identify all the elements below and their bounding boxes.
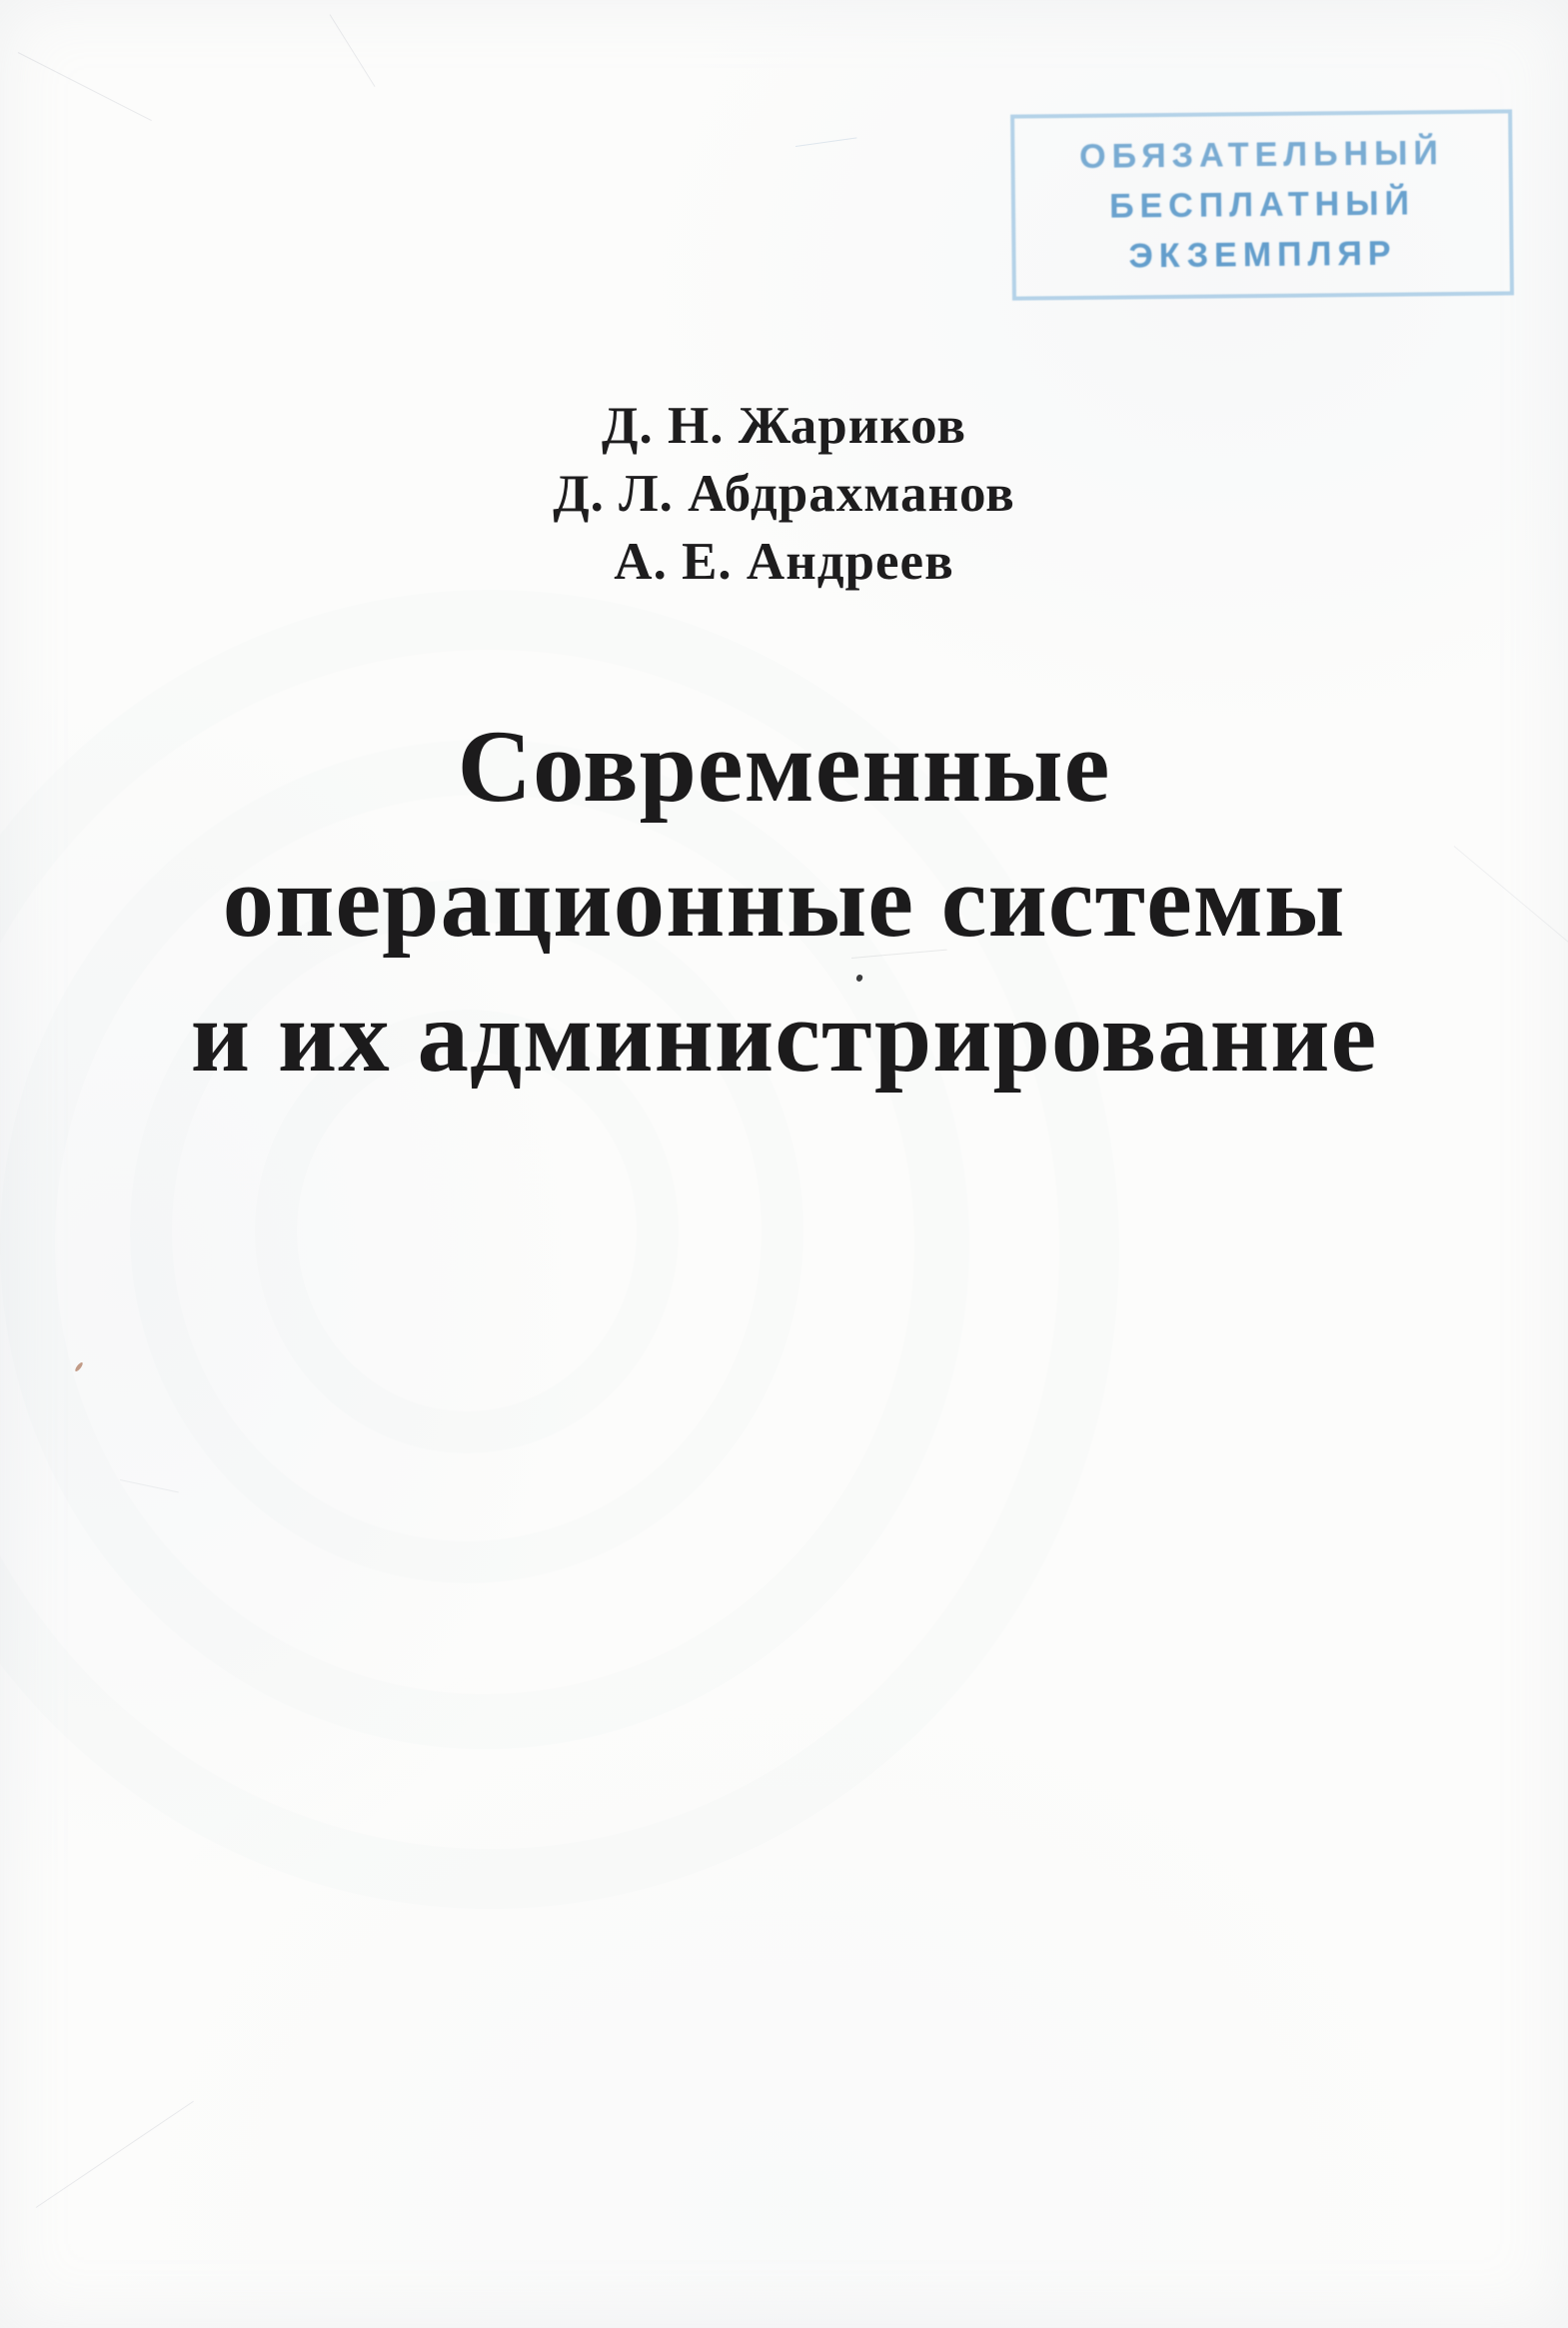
title-line-3: и их администрирование [190, 980, 1378, 1094]
author-name-1: Д. Н. Жариков [602, 397, 966, 455]
paper-crease [120, 1479, 179, 1492]
title-line-1: Современные [457, 710, 1111, 824]
author-name-3: А. Е. Андреев [614, 533, 954, 591]
author-name-2: Д. Л. Абдрахманов [553, 465, 1015, 523]
paper-crease [18, 52, 152, 121]
paper-crease [795, 137, 857, 147]
authors-block [0, 392, 1568, 596]
book-title [0, 700, 1568, 1105]
stamp-line-1: ОБЯЗАТЕЛЬНЫЙ [1078, 134, 1444, 176]
title-line-2: операционные системы [222, 845, 1346, 959]
stamp-line-3: ЭКЗЕМПЛЯР [1128, 234, 1397, 276]
stamp-line-2: БЕСПЛАТНЫЙ [1108, 184, 1416, 226]
dirt-speck [74, 1361, 84, 1372]
paper-crease [36, 2101, 194, 2208]
library-stamp [1010, 109, 1514, 300]
paper-crease [330, 14, 376, 87]
